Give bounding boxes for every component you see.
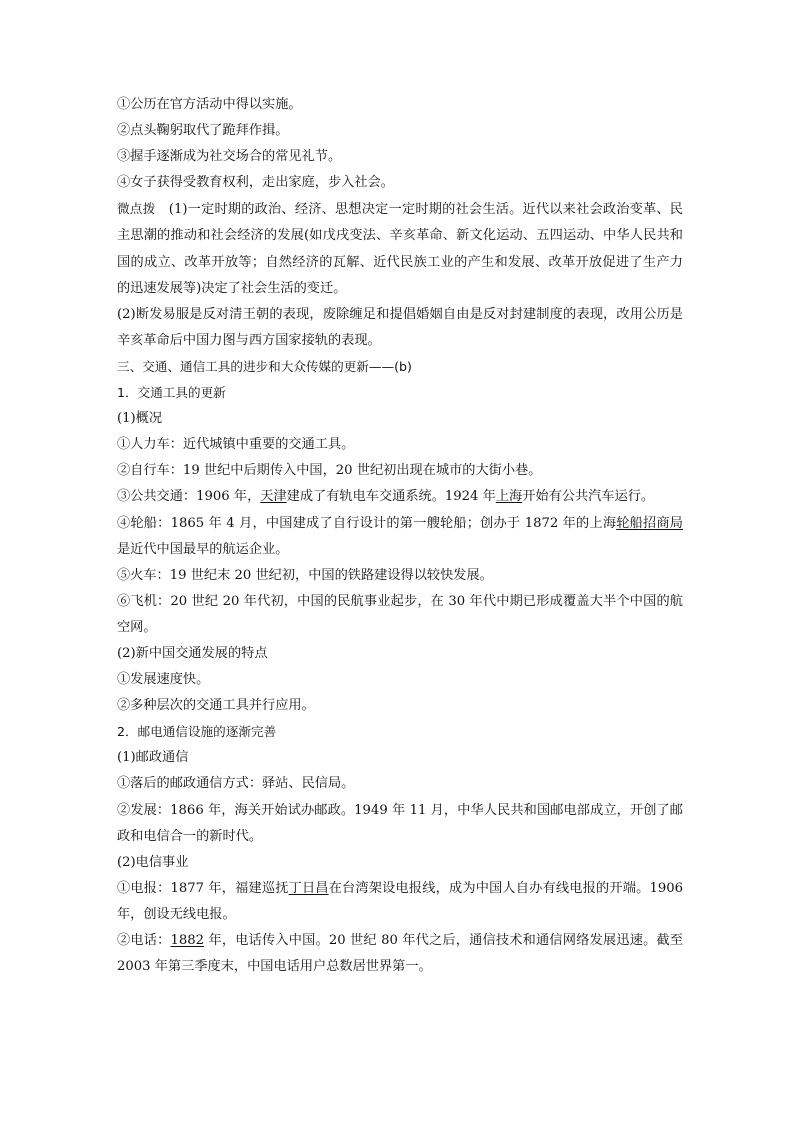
text-line: ②点头鞠躬取代了跪拜作揖。 (117, 123, 289, 139)
section-heading: 三、交通、通信工具的进步和大众传媒的更新——(b) (117, 358, 412, 374)
sub-heading: (2)电信事业 (117, 854, 189, 870)
text-line: ②多种层次的交通工具并行应用。 (117, 698, 315, 714)
underlined-term: 天津 (260, 489, 287, 505)
text-span: ②电话： (117, 933, 171, 948)
text-line: ①发展速度快。 (117, 672, 210, 688)
text-line: ②自行车：19 世纪中后期传入中国，20 世纪初出现在城市的大街小巷。 (117, 463, 542, 479)
text-line (117, 484, 683, 510)
text-span: 在台湾架设电报线，成为中国人自办有线电报的开端。1906 年，创设无线电报。 (117, 880, 683, 922)
text-line: ③握手逐渐成为社交场合的常见礼节。 (117, 149, 342, 165)
text-paragraph: ②发展：1866 年，海关开始试办邮政。1949 年 11 月，中华人民共和国邮电部成立，开创了邮政和电信合一的新时代。 (117, 802, 683, 844)
underlined-term: 轮船招商局 (616, 515, 683, 531)
text-line: ①公历在官方活动中得以实施。 (117, 97, 302, 112)
text-line: ⑤火车：19 世纪末 20 世纪初，中国的铁路建设得以较快发展。 (117, 567, 493, 583)
text-line: ①人力车：近代城镇中重要的交通工具。 (117, 437, 355, 453)
underlined-term: 1882 (170, 933, 205, 948)
underlined-term: 上海 (495, 489, 523, 505)
text-span: ①电报：1877 年，福建巡抚 (117, 880, 289, 896)
subsection-heading: 2．邮电通信设施的逐渐完善 (117, 724, 277, 740)
text-paragraph: ⑥飞机：20 世纪 20 年代初，中国的民航事业起步，在 30 年代中期已形成覆盖大半个中国的航空网。 (117, 593, 683, 635)
text-span: 开始有公共汽车运行。 (522, 489, 655, 505)
text-span: 年，电话传入中国。20 世纪 80 年代之后，通信技术和通信网络发展迅速。截至 2003 年第三季度末，中国电话用户总数居世界第一。 (117, 933, 684, 975)
text-span: 建成了有轨电车交通系统。1924 年 (286, 489, 496, 505)
tip-text: (1)一定时期的政治、经济、思想决定一定时期的社会生活。近代以来社会政治变革、民主思潮的推动和社会经济的发展(如戊戌变法、辛亥革命、新文化运动、五四运动、中华人民共和国的成立、改革开放等；自然经济的瓦解、近代民族工业的产生和发展、改革开放促进了生产力的迅速发展等)决定了社会生活的变迁。 (117, 202, 683, 296)
tip-paragraph-2: (2)断发易服是反对清王朝的表现，废除缠足和提倡婚姻自由是反对封建制度的表现，改用公历是辛亥革命后中国力图与西方国家接轨的表现。 (117, 306, 683, 348)
text-line: ①落后的邮政通信方式：驿站、民信局。 (117, 776, 355, 792)
text-span: 是近代中国最早的航运企业。 (117, 541, 289, 557)
text-paragraph (117, 876, 683, 928)
text-span: ④轮船：1865 年 4 月，中国建成了自行设计的第一艘轮船；创办于 1872 年的上海 (117, 515, 617, 531)
subsection-heading: 1．交通工具的更新 (117, 385, 226, 401)
text-span: ③公共交通：1906 年， (117, 489, 261, 505)
text-paragraph (117, 511, 683, 563)
sub-heading: (1)概况 (117, 411, 163, 427)
tip-label: 微点拨 (117, 201, 156, 217)
sub-heading: (1)邮政通信 (117, 750, 189, 766)
text-paragraph (117, 928, 683, 980)
underlined-term: 丁日昌 (288, 880, 329, 896)
tip-paragraph (117, 196, 683, 301)
text-line: ④女子获得受教育权利，走出家庭，步入社会。 (117, 175, 394, 191)
document-page (117, 92, 683, 980)
sub-heading: (2)新中国交通发展的特点 (117, 645, 268, 661)
